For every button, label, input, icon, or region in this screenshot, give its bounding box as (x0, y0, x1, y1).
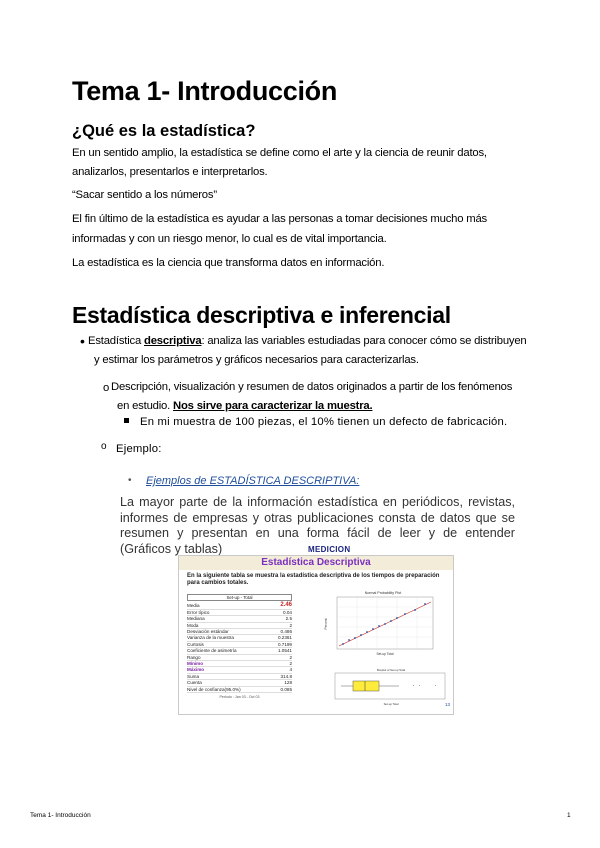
stats-row-label: Rango (187, 654, 201, 660)
sub-bullet-ejemplo: Ejemplo: (116, 443, 162, 455)
stats-row-value: 0.2361 (277, 635, 292, 641)
slide-title: Ejemplos de ESTADÍSTICA DESCRIPTIVA: (146, 475, 360, 487)
stats-row-value: 2.46 (280, 602, 292, 609)
chart-title: Normal Probability Plot (364, 591, 402, 595)
medicion-label: MEDICION (308, 545, 351, 554)
stats-row-label: Mínimo (187, 661, 204, 667)
box (353, 681, 379, 691)
section-subtitle: ¿Qué es la estadística? (72, 122, 256, 140)
paragraph-1-line-2: analizarlos, presentarlos e interpretarlos. (72, 166, 268, 178)
stats-row-value: 4 (289, 667, 292, 673)
stats-row-value: 0.04 (283, 609, 292, 615)
stats-table-header: Set-up - Total (187, 594, 292, 601)
stats-row-label: Coeficiente de asimetría (187, 648, 237, 654)
stats-row-label: Máximo (187, 667, 205, 673)
stats-row-value: 2 (289, 622, 292, 628)
stats-row-label: Desviación estándar (187, 629, 229, 635)
footer-page-number: 1 (567, 812, 571, 819)
stats-row-label: Moda (187, 622, 199, 628)
stats-row-label: Mediana (187, 616, 205, 622)
plot-frame (337, 597, 433, 649)
footer-title: Tema 1- Introducción (30, 812, 91, 819)
sub-sub-bullet-example: En mi muestra de 100 piezas, el 10% tienen un defecto de fabricación. (140, 416, 508, 428)
stats-row-label: Cuenta (187, 680, 202, 686)
stats-row-label: Varianza de la muestra (187, 635, 234, 641)
bullet-descriptiva: Estadística descriptiva: analiza las variables estudiadas para conocer cómo se distribuyen (88, 335, 527, 347)
boxplot (331, 666, 449, 708)
stats-row-value: 2 (289, 654, 292, 660)
stats-row-label: Suma (187, 673, 200, 679)
boxplot-title: Boxplot of Set-up Total (376, 668, 406, 672)
panel-description: En la siguiente tabla se muestra la estadística descriptiva de los tiempos de preparación para cambios totales. (187, 573, 440, 586)
example-slide-image (120, 475, 515, 710)
descriptive-stats-panel (178, 555, 454, 715)
boxplot-xlabel: Set-up Total (383, 702, 399, 706)
stats-row-value: 314.8 (280, 673, 292, 679)
chart-xlabel: Set-up Total (376, 652, 394, 656)
stats-row-label: Error típico (187, 609, 210, 615)
stats-row-value: 2.5 (285, 616, 292, 622)
stats-row-value: 0.7199 (277, 641, 292, 647)
page-title: Tema 1- Introducción (72, 76, 338, 106)
stats-row (187, 687, 292, 693)
normal-probability-plot (319, 588, 447, 666)
stats-row-value: 2 (289, 661, 292, 667)
slide-page-number: 13 (445, 702, 451, 707)
section-2-title: Estadística descriptiva e inferencial (72, 302, 451, 328)
stats-row-value: 1.0541 (277, 648, 292, 654)
bullet-descriptiva-line-2: y estimar los parámetros y gráficos necesarios para caracterizarlas. (94, 354, 419, 366)
sub-bullet-description: Descripción, visualización y resumen de datos originados a partir de los fenómenos (111, 381, 513, 393)
stats-table (187, 594, 292, 701)
stats-row-value: 128 (284, 680, 292, 686)
paragraph-2-line-1: El fin último de la estadística es ayudar a las personas a tomar decisiones mucho más (72, 213, 488, 225)
svg-text:*: * (435, 684, 437, 688)
panel-title: Estadística Descriptiva (261, 557, 371, 568)
paragraph-2-line-2: informadas y con un riesgo menor, lo cual es de vital importancia. (72, 233, 387, 245)
slide-bullet: • (128, 475, 132, 486)
stats-row-value: 0.486 (280, 629, 292, 635)
stats-row-label: Media (187, 603, 200, 609)
stats-row-value: 0.085 (280, 686, 292, 692)
square-bullet-icon (124, 418, 129, 423)
chart-ylabel: Percent (324, 618, 328, 630)
stats-row-label: Curtosis (187, 641, 204, 647)
bullet-dot-icon: • (80, 333, 85, 349)
paragraph-3: La estadística es la ciencia que transforma datos en información. (72, 257, 385, 269)
slide-intro-text: La mayor parte de la información estadística en periódicos, revistas, informes de empresas y otras publicaciones consta de datos que se resumen y presentan en una forma fácil de leer y de entender (Gráficos y tablas) (120, 495, 515, 556)
table-note: Periodo : Jan 03 - Oct 03 (219, 695, 260, 700)
circle-bullet-icon: o (101, 441, 107, 452)
sub-bullet-description-line-2: en estudio. Nos sirve para caracterizar la muestra. (117, 400, 373, 412)
stats-row-label: Nivel de confianza(95.0%) (187, 686, 241, 692)
svg-text:*: * (413, 684, 415, 688)
svg-text:*: * (419, 684, 421, 688)
circle-bullet-icon: o (103, 382, 110, 394)
quote: “Sacar sentido a los números” (72, 189, 217, 201)
paragraph-1-line-1: En un sentido amplio, la estadística se define como el arte y la ciencia de reunir datos, (72, 147, 487, 159)
